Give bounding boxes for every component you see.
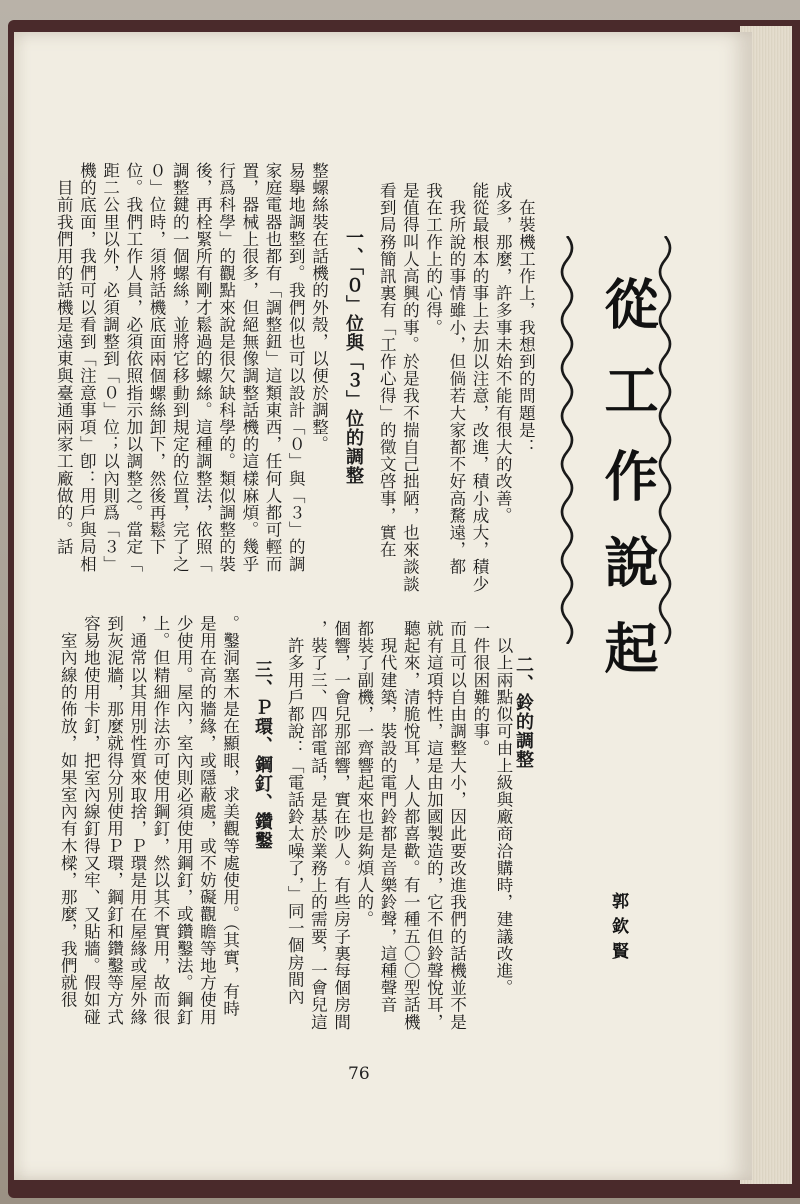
section3-text — [56, 615, 242, 1045]
article-author: 郭欽賢 — [608, 892, 628, 967]
text-column: 個響，一會兒那部響，實在吵人。有些房子裏每個房間 — [331, 620, 351, 1031]
text-column: 調整鍵的一個螺絲，並將它移動到規定的位置，完了之 — [170, 162, 190, 573]
page-number: 76 — [348, 1064, 370, 1084]
text-column: 是用在高的牆緣，或隱蔽處，或不妨礙觀瞻等地方使用 — [197, 615, 217, 1026]
text-column: 機的底面，我們可以看到「注意事項」卽：用戶與局相 — [77, 162, 97, 573]
text-column: 到灰泥牆，那麼就得分別使用Ｐ環，鋼釘和鑽鑿等方式 — [104, 615, 124, 1026]
text-column: 能從最根本的事上去加以注意，改進，積小成大，積少 — [470, 182, 490, 593]
section3-heading: 三、Ｐ環、鋼釘、鑽鑿 — [252, 660, 273, 850]
text-column: 都裝了副機，一齊響起來也是夠煩人的。 — [354, 620, 374, 928]
text-column: 上。但精細作法亦可使用鋼釘，然以其不實用，故而很 — [151, 615, 171, 1026]
text-column: 現代建築，裝設的電門鈴都是音樂鈴聲，這種聲音 — [378, 620, 398, 1014]
text-column: 整螺絲裝在話機的外殼，以便於調整。 — [309, 162, 329, 453]
wavy-rule-right — [650, 236, 680, 644]
text-column: 而且可以自由調整大小，因此要改進我們的話機並不是 — [447, 620, 467, 1031]
text-column: 室內線的佈放，如果室內有木樑，那麼，我們就很 — [58, 615, 78, 1009]
text-column: 位。我們工作人員，必須依照指示加以調整之。當定「 — [123, 162, 143, 573]
text-column: 許多用戶都說：「電話鈴太噪了，」同一個房間內 — [285, 620, 305, 1006]
intro-text — [375, 182, 537, 592]
text-column: 距二公里以外，必須調整到「０」位；以內則爲「３」 — [100, 162, 120, 573]
text-column: ０」位時，須將話機底面兩個螺絲卸下，然後再鬆下 — [147, 162, 167, 556]
text-column: 行爲科學」的觀點來說是很欠缺科學的。類似調整的裝 — [216, 162, 236, 573]
text-column: 置，器械上很多，但絕無像調整話機的這樣麻煩。幾乎 — [239, 162, 259, 573]
text-column: 目前我們用的話機是遠東與臺通兩家工廠做的。話 — [54, 162, 74, 556]
section1-heading: 一、「０」位與「３」位的調整 — [343, 228, 364, 485]
text-column: 少使用。屋內，室內則必須使用鋼釘，或鑽鑿法。鋼釘 — [174, 615, 194, 1026]
text-column: 我所說的事情雖小，但倘若大家都不好高騖遠，都 — [446, 182, 466, 576]
text-column: 聽起來，清脆悅耳，人人都喜歡。有一種五〇〇型話機 — [401, 620, 421, 1031]
text-column: 容易地使用卡釘，把室內線釘得又牢、又貼牆。假如碰 — [81, 615, 101, 1026]
text-column: 就有這項特性，這是由加國製造的，它不但鈴聲悅耳， — [424, 620, 444, 1031]
text-column: 是值得叫人高興的事。於是我不揣自己拙陋，也來談談 — [400, 182, 420, 593]
text-column: 在裝機工作上，我想到的問題是： — [516, 182, 536, 456]
section1-text — [52, 162, 330, 588]
text-column: 以上兩點似可由上級與廠商洽購時，建議改進。 — [494, 620, 514, 997]
text-column: 易擧地調整到。我們似也可以設計「０」與「３」的調 — [286, 162, 306, 573]
text-column: 後，再栓緊所有剛才鬆過的螺絲。這種調整法，依照「 — [193, 162, 213, 573]
text-column: ，裝了三、四部電話，是基於業務上的需要，一會兒這 — [308, 620, 328, 1031]
text-column: 家庭電器也都有「調整鈕」這類東西，任何人都可輕而 — [263, 162, 283, 573]
text-column: 。鑿洞塞木是在顯眼，求美觀等處使用。（其實，有時 — [220, 615, 240, 1018]
text-column: 我在工作上的心得。 — [423, 182, 443, 336]
article-title: 從工作說起 — [596, 276, 659, 706]
section2-heading: 二、鈴的調整 — [513, 655, 534, 769]
text-column: 一件很困難的事。 — [470, 620, 490, 757]
text-column: ，通常以其用別性質來取捨，Ｐ環是用在屋緣或屋外緣 — [127, 615, 147, 1026]
section2-text — [283, 620, 515, 1050]
wavy-rule-left — [552, 236, 582, 644]
text-column: 看到局務簡訊裏有「工作心得」的徵文啓事，實在 — [377, 182, 397, 559]
text-column: 成多，那麼，許多事未始不能有很大的改善。 — [493, 182, 513, 524]
